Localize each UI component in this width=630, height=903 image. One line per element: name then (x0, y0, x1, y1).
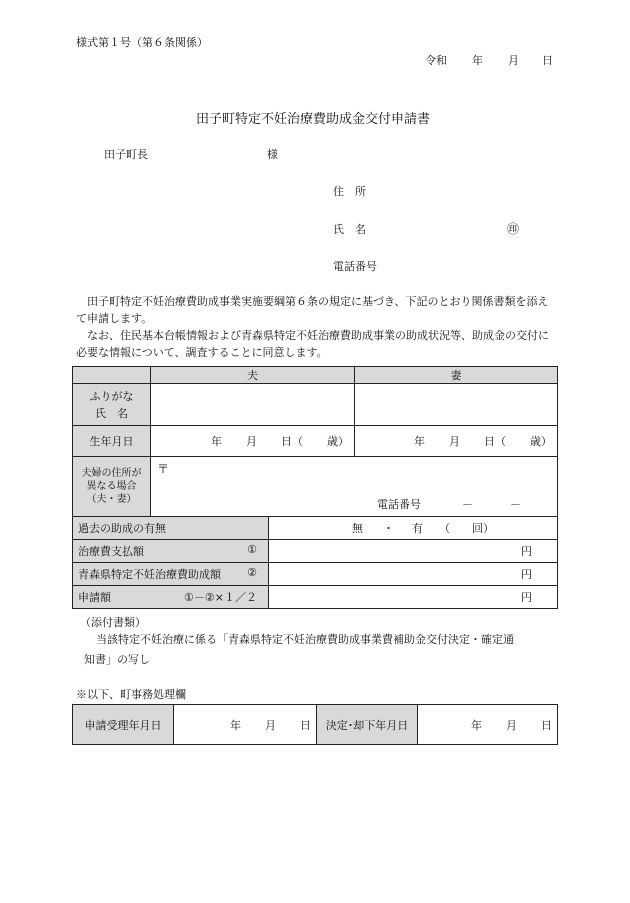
body-paragraph-2: なお、住民基本台帳情報および青森県特定不妊治療費助成事業の助成状況等、助成金の交付に必要な情報について、調査することに同意します。 (76, 329, 549, 359)
birthdate-row (73, 426, 558, 457)
decision-date-field[interactable] (418, 705, 558, 745)
header-day: 日 (542, 54, 553, 67)
name-label-cell (73, 384, 151, 426)
aomori-subsidy-mark: ② (247, 566, 257, 579)
past-dot: ・ (383, 522, 394, 535)
husband-name-field[interactable] (151, 384, 355, 426)
past-none-option[interactable]: 無 (352, 522, 363, 535)
body-paragraph-1: 田子町特定不妊治療費助成事業実施要綱第６条の規定に基づき、下記のとおり関係書類を添えて申請します。 (76, 295, 549, 325)
decision-day: 日 (541, 718, 552, 732)
received-date-label: 申請受理年月日 (73, 705, 174, 745)
past-count-open: （ (439, 522, 450, 535)
separate-address-label-3: （夫・妻） (86, 494, 137, 505)
received-day: 日 (300, 718, 311, 732)
form-number: 様式第１号（第６条関係） (76, 36, 208, 49)
treatment-cost-yen: 円 (521, 545, 532, 558)
past-count-close: 回） (472, 522, 494, 535)
request-amount-row (73, 586, 558, 609)
document-title: 田子町特定不妊治療費助成金交付申請書 (196, 112, 431, 127)
request-amount-formula: ①－②×１／２ (184, 591, 257, 604)
wife-birth-year: 年 (414, 435, 425, 448)
past-yes-option[interactable]: 有 (412, 522, 423, 535)
header-month: 月 (508, 54, 519, 67)
addressee-honorific: 様 (267, 148, 278, 161)
treatment-cost-mark: ① (247, 543, 257, 556)
husband-birth-day: 日（ (281, 435, 303, 448)
husband-birth-age: 歳） (327, 435, 349, 448)
past-subsidy-field[interactable] (269, 517, 558, 540)
aomori-subsidy-yen: 円 (521, 568, 532, 581)
applicant-name-label: 氏 名 (333, 223, 366, 236)
request-amount-label-cell (73, 586, 269, 609)
wife-name-field[interactable] (355, 384, 558, 426)
request-amount-label: 申請額 (78, 591, 111, 604)
aomori-subsidy-field[interactable] (269, 563, 558, 586)
attachments-heading: （添付書類） (80, 616, 146, 629)
address-row (73, 457, 558, 517)
treatment-cost-label-cell (73, 540, 269, 563)
past-subsidy-row (73, 517, 558, 540)
request-amount-field[interactable] (269, 586, 558, 609)
separate-address-label-1: 夫婦の住所が (81, 468, 142, 479)
request-amount-yen: 円 (521, 591, 532, 604)
husband-birth-month: 月 (246, 435, 257, 448)
name-row (73, 384, 558, 426)
past-subsidy-label: 過去の助成の有無 (73, 517, 269, 540)
header-era: 令和 (425, 54, 447, 67)
decision-month: 月 (506, 718, 517, 732)
decision-year: 年 (471, 718, 482, 732)
phone-dash-1: － (462, 498, 473, 511)
aomori-subsidy-row (73, 563, 558, 586)
phone-dash-2: － (510, 498, 521, 511)
husband-header: 夫 (151, 367, 355, 384)
aomori-subsidy-label: 青森県特定不妊治療費助成額 (78, 568, 221, 581)
applicant-phone-label: 電話番号 (333, 260, 377, 273)
office-use-row (73, 705, 558, 745)
wife-birthdate-field[interactable] (355, 426, 558, 457)
treatment-cost-label: 治療費支払額 (78, 545, 144, 558)
applicant-address-label: 住 所 (333, 185, 366, 198)
aomori-subsidy-label-cell (73, 563, 269, 586)
table-header-row (73, 367, 558, 384)
received-year: 年 (230, 718, 241, 732)
attachments-line-2: 知書」の写し (84, 653, 150, 666)
separate-address-label-2: 異なる場合 (86, 481, 137, 492)
header-blank-cell (73, 367, 151, 384)
postal-mark: 〒 (157, 462, 170, 476)
husband-birthdate-field[interactable] (151, 426, 355, 457)
address-phone-label: 電話番号 (377, 498, 421, 511)
birthdate-label: 生年月日 (73, 426, 151, 457)
office-use-table (72, 704, 558, 745)
wife-header: 妻 (355, 367, 558, 384)
application-table (72, 366, 558, 609)
furigana-label: ふりがな (89, 389, 134, 403)
decision-date-label: 決定･却下年月日 (317, 705, 418, 745)
separate-address-label-cell (73, 457, 151, 517)
wife-birth-day: 日（ (484, 435, 506, 448)
attachments-line-1: 当該特定不妊治療に係る「青森県特定不妊治療費助成事業費補助金交付決定・確定通 (96, 633, 514, 646)
received-date-field[interactable] (174, 705, 317, 745)
wife-birth-month: 月 (449, 435, 460, 448)
name-label: 氏 名 (95, 406, 128, 420)
received-month: 月 (265, 718, 276, 732)
seal-mark: ㊞ (507, 222, 520, 236)
wife-birth-age: 歳） (530, 435, 552, 448)
husband-birth-year: 年 (211, 435, 222, 448)
separate-address-field[interactable] (151, 457, 558, 517)
addressee-name: 田子町長 (104, 148, 148, 161)
header-year: 年 (472, 54, 483, 67)
treatment-cost-field[interactable] (269, 540, 558, 563)
office-use-heading: ※以下、町事務処理欄 (76, 688, 186, 701)
treatment-cost-row (73, 540, 558, 563)
